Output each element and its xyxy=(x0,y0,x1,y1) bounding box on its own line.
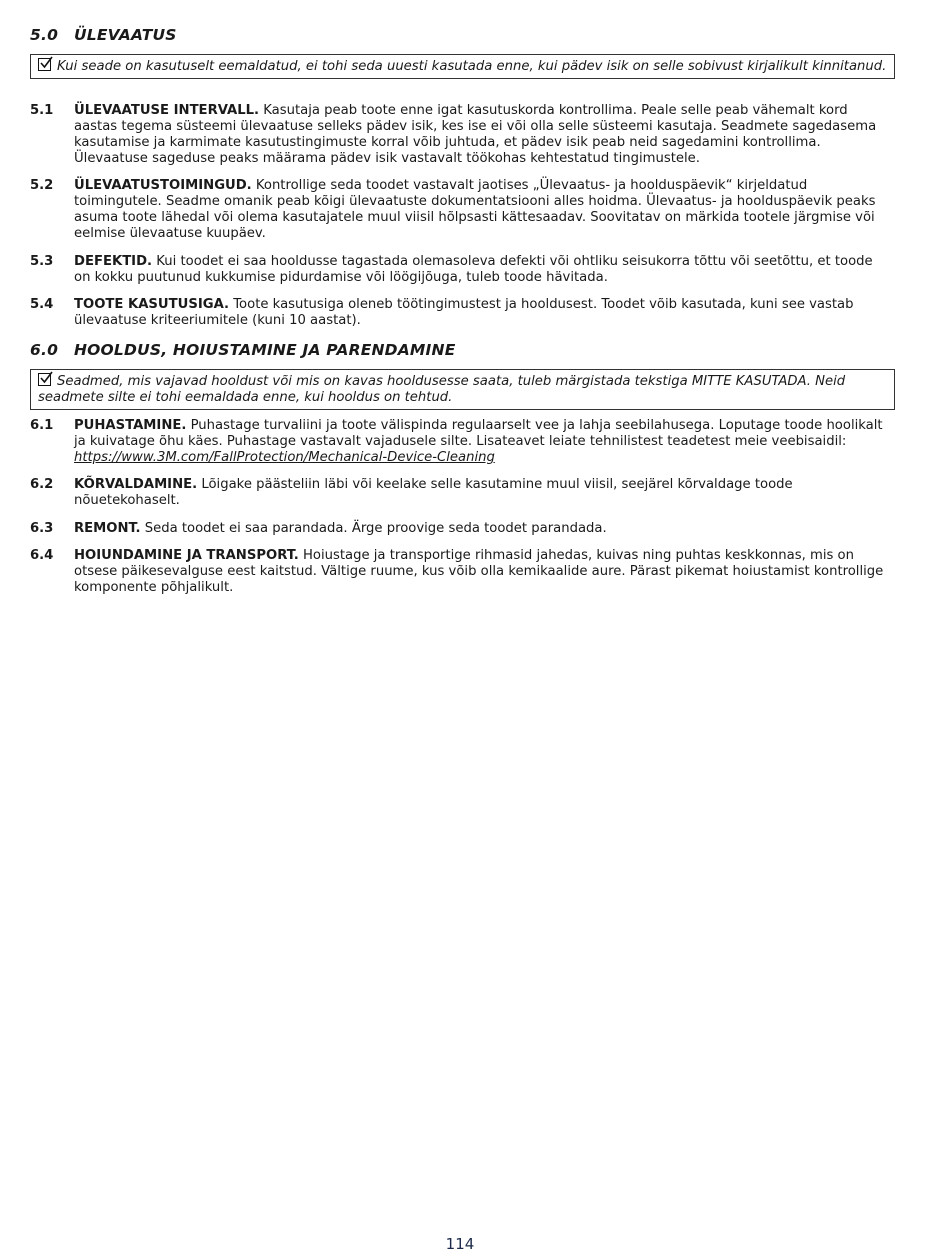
item-text: Hoiustage ja transportige rihmasid jahedas, kuivas ning puhtas keskkonnas, mis on otsese päikesevalguse eest kaitstud. Vältige ruume, kus võib olla kemikaalide aure. Pärast pikemat hoiustamist kontrollige komponente põhjalikult. xyxy=(74,548,884,595)
page-number: 114 xyxy=(445,1235,475,1253)
item-6-2 xyxy=(30,477,892,509)
item-number: 6.1 xyxy=(30,418,54,433)
section-title: HOOLDUS, HOIUSTAMINE JA PARENDAMINE xyxy=(74,341,456,359)
item-lead: KÕRVALDAMINE. xyxy=(74,477,198,492)
item-5-4 xyxy=(30,297,892,329)
item-number: 6.4 xyxy=(30,548,54,563)
section-number: 5.0 xyxy=(30,26,59,44)
item-lead: DEFEKTID. xyxy=(74,254,153,269)
item-lead: TOOTE KASUTUSIGA. xyxy=(74,297,230,312)
item-number: 5.2 xyxy=(30,178,54,193)
section-5-heading xyxy=(30,26,177,44)
item-number: 5.3 xyxy=(30,254,54,269)
item-lead: REMONT. xyxy=(74,521,141,536)
cleaning-link[interactable]: https://www.3M.com/FallProtection/Mechanical-Device-Cleaning xyxy=(74,450,495,465)
item-number: 6.3 xyxy=(30,521,54,536)
item-5-1 xyxy=(30,103,892,167)
item-text: Toote kasutusiga oleneb töötingimustest ja hooldusest. Toodet võib kasutada, kuni see vastab ülevaatuse kriteeriumitele (kuni 10 aastat). xyxy=(74,297,854,328)
item-6-1 xyxy=(30,418,892,466)
item-5-2 xyxy=(30,178,892,242)
item-text: Kontrollige seda toodet vastavalt jaotises „Ülevaatus- ja hoolduspäevik“ kirjeldatud toimingutele. Seadme omanik peab kõigi ülevaatuste dokumentatsiooni alles hoidma. Ülevaatus- ja hoolduspäevik peaks asuma toote lähedal või olema kasutajatele muul viisil hõlpsasti kättesaadav. Soovitatav on märkida tootele järgmise või eelmise ülevaatuse kuupäev. xyxy=(74,178,876,241)
item-number: 5.4 xyxy=(30,297,54,312)
checkbox-icon xyxy=(38,58,51,71)
item-text: Lõigake päästeliin läbi või keelake selle kasutamine muul viisil, seejärel kõrvaldage toode nõuetekohaselt. xyxy=(74,477,793,508)
note-text: Seadmed, mis vajavad hooldust või mis on kavas hooldusesse saata, tuleb märgistada tekstiga MITTE KASUTADA. Neid seadmete silte ei tohi eemaldada enne, kui hooldus on tehtud. xyxy=(38,374,846,405)
item-text: Kasutaja peab toote enne igat kasutuskorda kontrollima. Peale selle peab vähemalt kord aastas tegema süsteemi ülevaatuse selleks pädev isik, kes ise ei või olla selle süsteemi kasutaja. Seadmete sagedasema kasutamise ja karmimate kasutustingimuste korral võib juhtuda, et pädev isik peab neid sagedamini kontrollima. Ülevaatuse sageduse peaks määrama pädev isik vastavalt töökohas kehtestatud tingimustele. xyxy=(74,103,877,166)
item-text: Kui toodet ei saa hooldusse tagastada olemasoleva defekti või ohtliku seisukorra tõttu või seetõttu, et toode on kokku puutunud kukkumise pidurdamise või löögijõuga, tuleb toode hävitada. xyxy=(74,254,873,285)
item-6-3 xyxy=(30,521,892,537)
section-number: 6.0 xyxy=(30,341,59,359)
section-5-note xyxy=(30,54,895,79)
item-lead: ÜLEVAATUSTOIMINGUD. xyxy=(74,178,252,193)
section-6-heading xyxy=(30,341,455,359)
checkbox-icon xyxy=(38,373,51,386)
item-text: Puhastage turvaliini ja toote välispinda regulaarselt vee ja lahja seebilahusega. Loputage toode hoolikalt ja kuivatage õhu käes. Puhastage vastavalt vajadusele silte. Lisateavet leiate tehnilistest teadetest meie veebisaidil: xyxy=(74,418,883,449)
item-lead: ÜLEVAATUSE INTERVALL. xyxy=(74,103,260,118)
item-text: Seda toodet ei saa parandada. Ärge proovige seda toodet parandada. xyxy=(140,521,607,536)
item-lead: PUHASTAMINE. xyxy=(74,418,187,433)
section-6-note xyxy=(30,369,895,410)
item-number: 5.1 xyxy=(30,103,54,118)
note-text: Kui seade on kasutuselt eemaldatud, ei tohi seda uuesti kasutada enne, kui pädev isik on selle sobivust kirjalikult kinnitanud. xyxy=(57,59,887,74)
item-number: 6.2 xyxy=(30,477,54,492)
item-6-4 xyxy=(30,548,892,596)
item-5-3 xyxy=(30,254,892,286)
item-lead: HOIUNDAMINE JA TRANSPORT. xyxy=(74,548,299,563)
section-title: ÜLEVAATUS xyxy=(74,26,177,44)
